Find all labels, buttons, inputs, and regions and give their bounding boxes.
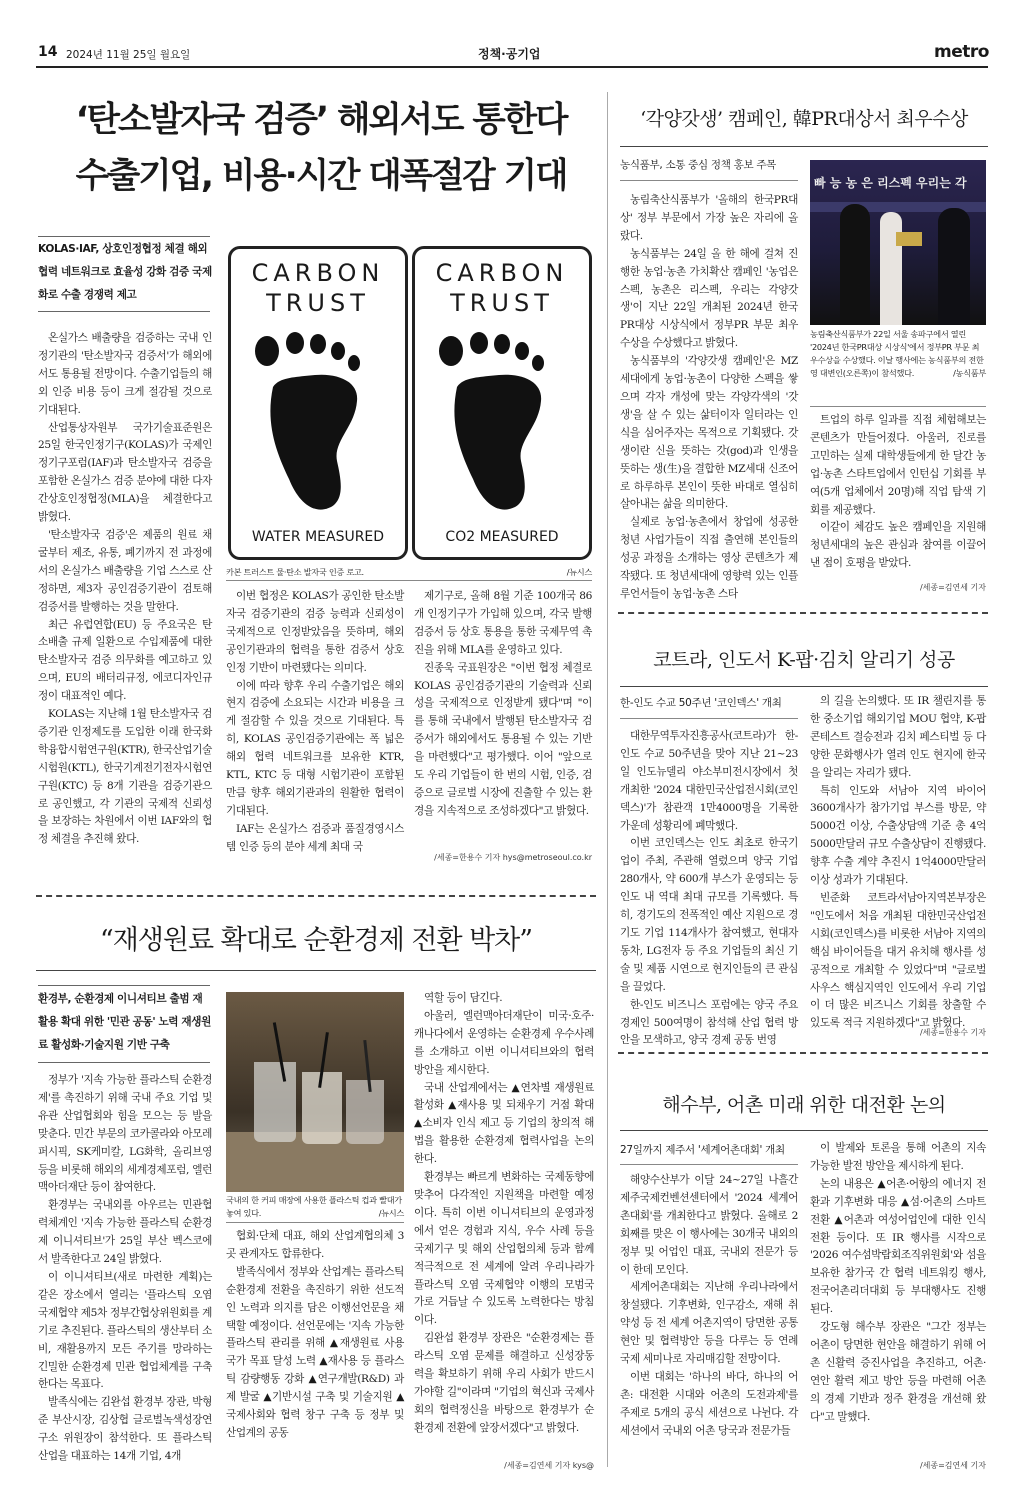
article1-subhead: KOLAS·IAF, 상호인정협정 체결 해외 협력 네트워크로 효율성 강화 검증 국제화로 수출 경쟁력 제고 bbox=[38, 243, 212, 301]
article4-column-3 bbox=[414, 990, 594, 1438]
article2-subhead: 농식품부, 소통 중심 정책 홍보 주목 bbox=[620, 159, 777, 171]
water-brand-top: CARBON bbox=[251, 259, 385, 287]
paragraph: 트업의 하루 일과를 직접 체험해보는 콘텐츠가 만들어졌다. 아울러, 진로를 고민하는 실제 대학생들에게 한 달간 농업·농촌 스타트업에서 인턴십 기회를 부여(5개 업체에서 20명)해 직업 탐색 기회를 제공했다. bbox=[810, 414, 986, 516]
paragraph: '탄소발자국 검증'은 제품의 원료 채굴부터 제조, 유통, 폐기까지 전 과정에서의 온실가스 배출량을 기업 스스로 산정하면, 제3자 공인검증기관이 검토해 검증서를 발행하는 것을 말한다. bbox=[38, 528, 212, 613]
article2-column-1 bbox=[620, 192, 798, 604]
article1-caption-rule bbox=[226, 580, 592, 581]
article2-subhead-rule bbox=[620, 180, 798, 181]
article1-subhead-rule bbox=[38, 236, 210, 237]
article3-headline-rule bbox=[620, 686, 988, 687]
paragraph: 발족식에서 정부와 산업계는 플라스틱 순환경제 전환을 촉진하기 위한 선도적인 노력과 의지를 담은 이행선언문을 채택할 예정이다. 선언문에는 '지속 가능한 플라스틱 관리를 위해 ▲재생원료 사용 국가 목표 달성 노력 ▲재사용 등 플라스틱 감량행동 강화 ▲연구개발(R&D) 과제 발굴 ▲기반시설 구축 및 기술지원 ▲국제사회와 협력 창구 구축 등 정부 및 산업계의 공동 bbox=[226, 1265, 404, 1439]
co2-label: CO2 MEASURED bbox=[445, 529, 559, 545]
article1-image bbox=[226, 246, 592, 564]
article1-caption bbox=[226, 566, 592, 579]
paragraph: 농림축산식품부가 '올해의 한국PR대상' 정부 부문에서 가장 높은 자리에 올랐다. bbox=[620, 194, 798, 242]
paragraph: 환경부는 빠르게 변화하는 국제동향에 맞추어 다각적인 지원책을 마련할 예정이다. 특히 이번 이니셔티브의 운영과정에서 얻은 경험과 지식, 우수 사례 등을 국제기구 및 해외 산업협의체 등과 함께 적극적으로 전 세계에 알려 우리나라가 플라스틱 오염 국제협약 이행의 모범국가로 거듭날 수 있도록 노력한다는 방침이다. bbox=[414, 1171, 594, 1327]
photo-person-left bbox=[840, 204, 870, 325]
paragraph: 이번 협정은 KOLAS가 공인한 탄소발자국 검증기관의 검증 능력과 신뢰성이 국제적으로 인정받았음을 뜻하며, 해외 공인기관과의 협력을 통한 검증서 상호인정 기반이 마련됐다는 의미다. bbox=[226, 590, 404, 674]
paragraph: 발족식에는 김완섭 환경부 장관, 박형준 부산시장, 김상협 글로벌녹색성장연구소 위원장이 참석한다. 또 플라스틱 산업을 대표하는 14개 기업, 4개 bbox=[38, 1396, 212, 1463]
paragraph: 산업통상자원부 국가기술표준원은 25일 한국인정기구(KOLAS)가 국제인정기구포럼(IAF)과 탄소발자국 검증을 포함한 온실가스 검증 분야에 대한 다자간상호인정협정(MLA)을 체결한다고 밝혔다. bbox=[38, 421, 212, 524]
article1-column-3 bbox=[414, 588, 592, 821]
article4-caption-text: 국내의 한 커피 매장에 사용한 플라스틱 컵과 빨대가 놓여 있다. bbox=[226, 1195, 402, 1218]
brand-logo bbox=[934, 42, 989, 62]
article1-headline-line1: ‘탄소발자국 검증’ 해외서도 통한다 bbox=[75, 100, 567, 140]
paragraph: 이같이 체감도 높은 캠페인을 지원해 청년세대의 높은 관심과 참여를 이끌어낸 점이 호평을 받았다. bbox=[810, 521, 986, 570]
article2-byline: /세종=김연세 기자 bbox=[919, 583, 986, 592]
paragraph: 세계어촌대회는 지난해 우리나라에서 창설됐다. 기후변화, 인구감소, 재해 취약성 등 전 세계 어촌지역이 당면한 공통 현안 및 협력방안 등을 다루는 등 연례 국제 세미나로 자리매김할 전망이다. bbox=[620, 1281, 798, 1366]
article5-column-2 bbox=[810, 1140, 986, 1427]
article1-caption-text: 카본 트러스트 물·탄소 발자국 인증 로고. bbox=[226, 567, 364, 577]
photo-banner-text: 빠 능 농 은 리스펙 우리는 각 bbox=[814, 176, 967, 190]
paragraph: 한-인도 비즈니스 포럼에는 양국 주요 경제인 500여명이 참석해 산업 협력 방안을 모색하고, 양국 경제 공동 번영 bbox=[620, 998, 798, 1047]
article4-photo bbox=[226, 992, 404, 1192]
article5-column-1 bbox=[620, 1172, 798, 1441]
paragraph: KOLAS는 지난해 1월 탄소발자국 검증기관 인정제도를 도입한 이래 한국화학융합시험연구원(KTR), 한국산업기술시험원(KTL), 한국기계전기전자시험연구원(KTC) 등 8개 기관을 검증기관으로 공인했고, 각 기관의 국제적 신뢰성을 보장하는 차원에서 이번 IAF와의 협정 체결을 추진해 왔다. bbox=[38, 708, 212, 846]
paragraph: 이 이니셔티브(새로 마련한 계획)는 같은 장소에서 열리는 '플라스틱 오염 국제협약 제5차 정부간협상위원회를 계기로 추진된다. 플라스틱의 생산부터 소비, 재활용까지 모든 주기를 망라하는 긴밀한 순환경제 민관 협업체계를 구축한다는 목표다. bbox=[38, 1270, 212, 1391]
article4-subhead: 환경부, 순환경제 이니셔티브 출범 재활용 확대 위한 '민관 공동' 노력 재생원료 활성화·기술지원 기반 구축 bbox=[38, 993, 211, 1051]
paragraph: 환경부는 국내외를 아우르는 민관협력체계인 '지속 가능한 플라스틱 순환경제 이니셔티브'가 25일 부산 벡스코에서 발족한다고 24일 밝혔다. bbox=[38, 1199, 212, 1266]
article3-subhead-rule bbox=[620, 718, 798, 719]
article1-headline bbox=[36, 92, 606, 204]
paragraph: 이번 대회는 '하나의 바다, 하나의 어촌: 대전환 시대와 어촌의 도전과제'를 주제로 5개의 공식 세션으로 나뉜다. 각 세션에서 국내외 어촌 당국과 전문가들 bbox=[620, 1370, 798, 1437]
paragraph: 논의 내용은 ▲어촌·어항의 에너지 전환과 기후변화 대응 ▲섬·어촌의 스마트 전환 ▲어촌과 여성어업인에 대한 인식 전환 등이다. 또 IR 행사를 시작으로 '2026 여수섬박람회조직위원회'와 섬을 보유한 참가국 간 협력 네트워킹 행사, 전국어촌리더대회 등 부대행사도 진행된다. bbox=[810, 1177, 986, 1316]
article5-headline: 해수부, 어촌 미래 위한 대전환 논의 bbox=[662, 1094, 946, 1116]
paragraph: 특히 인도와 서남아 지역 바이어 3600개사가 참가기업 부스를 방문, 약 5000건 이상, 수출상담액 기준 총 4억 5000만달러 규모 수출상담이 진행됐다. 향후 수출 계약 추진시 1억4000만달러 이상 성과가 기대된다. bbox=[810, 784, 986, 887]
article1-headline-line2: 수출기업, 비용·시간 대폭절감 기대 bbox=[75, 156, 567, 196]
right-column-divider bbox=[607, 92, 608, 1467]
article2-caption-text: 농림축산식품부가 22일 서울 송파구에서 열린 '2024년 한국PR대상 시상식'에서 정부PR 부문 최우수상을 수상했다. 이날 행사에는 농식품부의 전한영 대변인(오른쪽)이 참석했다. bbox=[810, 329, 984, 378]
footprint-icon bbox=[429, 329, 579, 519]
section-divider bbox=[36, 895, 596, 897]
article2-headline-rule bbox=[620, 146, 988, 147]
paragraph: 온실가스 배출량을 검증하는 국내 인정기관의 '탄소발자국 검증서'가 해외에서도 통용될 전망이다. 수출기업들의 해외 인증 비용 등이 크게 절감될 것으로 기대된다. bbox=[38, 332, 212, 416]
article1-byline: /세종=한용수 기자 hys@metroseoul.co.kr bbox=[434, 853, 592, 862]
article4-headline: “재생원료 확대로 순환경제 전환 박차” bbox=[99, 925, 533, 956]
paragraph: 대한무역투자진흥공사(코트라)가 한-인도 수교 50주년을 맞아 지난 21~23일 인도뉴델리 야소부미전시장에서 첫 개최한 '2024 대한민국산업전시회(코인덱스)'가 참관객 1만4000명을 기록한 가운데 성황리에 폐막했다. bbox=[620, 730, 798, 832]
article1-subhead-rule-bottom bbox=[38, 311, 210, 312]
article4-byline: /세종=김연세 기자 kys@ bbox=[504, 1461, 594, 1470]
section-name: 정책·공기업 bbox=[478, 47, 541, 61]
article4-subhead-rule bbox=[38, 985, 210, 986]
water-brand-bottom: TRUST bbox=[266, 289, 370, 317]
footprint-icon bbox=[245, 329, 395, 519]
article2-caption bbox=[810, 328, 986, 380]
article4-column-2 bbox=[226, 1228, 404, 1443]
paragraph: 제기구로, 올해 8월 기준 100개국 86개 인정기구가 가입해 있으며, 각국 발행 검증서 등 상호 통용을 통한 국제무역 촉진을 위해 MLA를 운영하고 있다. bbox=[414, 590, 592, 656]
article4-headline-rule bbox=[36, 970, 596, 971]
article1-column-1 bbox=[38, 330, 212, 849]
photo-cup bbox=[302, 1072, 342, 1144]
paragraph: 빈준화 코트라서남아지역본부장은 "인도에서 처음 개최된 대한민국산업전시회(코인덱스)를 비롯한 서남아 지역의 핵심 바이어들을 대거 유치해 행사를 성공적으로 개최할 수 있었다"며 "글로벌 사우스 핵심지역인 인도에서 우리 기업이 더 많은 비즈니스 기회를 창출할 수 있도록 적극 지원하겠다"고 밝혔다. bbox=[810, 891, 986, 1030]
article1-caption-credit: /뉴시스 bbox=[566, 567, 592, 577]
header-rule bbox=[36, 66, 988, 68]
article4-caption bbox=[226, 1194, 404, 1220]
paragraph: 실제로 농업·농촌에서 창업에 성공한 청년 사업가들이 직접 출연해 본인들의 성공 과정을 소개하는 영상 콘텐츠가 제작됐다. 또 청년세대에 영향력 있는 인플루언서들이 농업·농촌 스타 bbox=[620, 516, 798, 600]
article3-byline: /세종=한용수 기자 bbox=[919, 1028, 986, 1037]
article3-column-2 bbox=[810, 693, 986, 1033]
photo-award-plaque bbox=[896, 232, 922, 246]
brand-logo-text: metro bbox=[934, 42, 989, 62]
article4-caption-credit: /뉴시스 bbox=[378, 1208, 404, 1218]
photo-cup bbox=[254, 1062, 296, 1142]
paragraph: 국내 산업계에서는 ▲연차별 재생원료 활성화 ▲재사용 및 되채우기 거점 확대 ▲소비자 인식 제고 등 기업의 창의적 해법을 활용한 순환경제 협력사업을 논의한다. bbox=[414, 1081, 594, 1166]
article2-column-2 bbox=[810, 412, 986, 573]
paragraph: 진종욱 국표원장은 "이번 협정 체결로 KOLAS 공인검증기관의 기술력과 신뢰성을 국제적으로 인정받게 됐다"며 "이를 통해 국내에서 발행된 탄소발자국 검증서가 해외에서도 통용될 수 있는 기반을 마련했다"고 평가했다. 이어 "앞으로도 우리 기업들이 한 번의 시험, 인증, 검증으로 글로벌 시장에 진출할 수 있는 환경을 지속적으로 조성하겠다"고 밝혔다. bbox=[414, 661, 592, 817]
paragraph: 역할 등이 담긴다. bbox=[424, 992, 503, 1004]
article5-byline: /세종=김연세 기자 bbox=[919, 1461, 986, 1470]
issue-date: 2024년 11월 25일 월요일 bbox=[66, 49, 191, 61]
paragraph: 김완섭 환경부 장관은 "순환경제는 플라스틱 오염 문제를 해결하고 신성장동력을 확보하기 위해 우리 사회가 반드시 가야할 길"이라며 "기업의 혁신과 국제사회의 협력정신을 바탕으로 환경부가 순환경제 전환에 앞장서겠다"고 밝혔다. bbox=[414, 1332, 594, 1434]
carbon-trust-water-logo bbox=[228, 246, 408, 560]
paragraph: 협회·단체 대표, 해외 산업계협의체 3곳 관계자도 합류한다. bbox=[226, 1230, 404, 1260]
water-label: WATER MEASURED bbox=[251, 529, 385, 545]
paragraph: 이에 따라 향후 우리 수출기업은 해외 현지 검증에 소요되는 시간과 비용을 크게 절감할 수 있을 것으로 기대된다. 특히, KOLAS 공인검증기관에는 폭 넓은 해외 협력 네트워크를 보유한 KTR, KTL, KTC 등 대형 시험기관이 포함된 만큼 향후 해외기관과의 원활한 협력이 기대된다. bbox=[226, 679, 404, 817]
article5-subhead-rule bbox=[620, 1164, 798, 1165]
paragraph: 해양수산부가 이달 24~27일 나흘간 제주국제컨벤션센터에서 '2024 세계어촌대회'를 개최한다고 밝혔다. 올해로 2회째를 맞은 이 행사에는 30개국 내외의 정부 및 어업인 대표, 국내외 전문가 등이 한데 모인다. bbox=[620, 1174, 798, 1276]
co2-brand-bottom: TRUST bbox=[450, 289, 554, 317]
article3-column-1 bbox=[620, 728, 798, 1050]
page-number: 14 bbox=[38, 44, 58, 60]
article5-headline-rule bbox=[620, 1130, 988, 1131]
carbon-trust-co2-logo bbox=[412, 246, 592, 560]
paragraph: 강도형 해수부 장관은 "그간 정부는 어촌이 당면한 현안을 해결하기 위해 어촌 신활력 증진사업을 추진하고, 어촌·연안 활력 제고 방안 등을 마련해 어촌의 경제 기반과 정주 환경을 개선해 왔다"고 말했다. bbox=[810, 1321, 986, 1423]
paragraph: 농식품부는 24일 올 한 해에 걸쳐 진행한 농업·농촌 가치확산 캠페인 '농업은 스펙, 농촌은 리스펙, 우리는 각양갓생'이 지난 22일 개최된 2024년 한국PR대상 시상식에서 정부PR 부문 최우수상을 수상했다고 밝혔다. bbox=[620, 247, 798, 350]
photo-person-middle bbox=[880, 212, 902, 325]
paragraph: 아울러, 엘런맥아더재단이 미국·호주·캐나다에서 운영하는 순환경제 우수사례를 소개하고 이번 이니셔티브와의 협력방안을 제시한다. bbox=[414, 1009, 594, 1076]
co2-brand-top: CARBON bbox=[435, 259, 569, 287]
article2-caption-rule bbox=[810, 406, 986, 407]
paragraph: 정부가 '지속 가능한 플라스틱 순환경제'를 촉진하기 위해 국내 주요 기업 및 유관 산업협회와 힘을 모으는 등 발을 맞춘다. 민간 부문의 코카콜라와 아모레퍼시픽, SK케미칼, LG화학, 올리브영 등을 비롯해 해외의 세계경제포럼, 엘런맥아더재단 등이 참여한다. bbox=[38, 1074, 212, 1194]
article4-subhead-rule-bottom bbox=[38, 1062, 210, 1063]
article4-column-1 bbox=[38, 1072, 212, 1466]
section-divider bbox=[618, 1052, 988, 1054]
article3-subhead: 한-인도 수교 50주년 '코인덱스' 개최 bbox=[620, 697, 782, 709]
section-divider bbox=[618, 612, 988, 614]
paragraph: 의 길을 논의했다. 또 IR 챌린지를 통한 중소기업 해외기업 MOU 협약, K-팝 콘테스트 결승전과 김치 페스티벌 등 다양한 문화행사가 열려 인도 현지에 한국을 알리는 자리가 됐다. bbox=[810, 695, 986, 779]
paragraph: 이 발제와 토론을 통해 어촌의 지속 가능한 발전 방안을 제시하게 된다. bbox=[810, 1142, 986, 1172]
paragraph: IAF는 온실가스 검증과 품질경영시스템 인증 등의 분야 세계 최대 국 bbox=[226, 822, 404, 853]
paragraph: 이번 코인덱스는 인도 최초로 한국기업이 주최, 주관해 열렸으며 양국 기업 280개사, 약 600개 부스가 운영되는 등 인도 내 역대 최대 규모를 기록했다. 특히, 경기도의 전폭적인 예산 지원으로 경기도 기업 114개사가 참여했고, 현대자동차, LG전자 등 주요 기업들의 최신 기술 및 제품 시연으로 현지인들의 큰 관심을 끌었다. bbox=[620, 837, 798, 993]
article1-column-2 bbox=[226, 588, 404, 857]
article5-subhead: 27일까지 제주서 '세계어촌대회' 개최 bbox=[620, 1144, 785, 1156]
article4-caption-rule bbox=[226, 1222, 404, 1223]
photo-person-right bbox=[938, 208, 970, 325]
article3-headline: 코트라, 인도서 K-팝·김치 알리기 성공 bbox=[653, 649, 955, 671]
article2-photo bbox=[810, 160, 986, 325]
article2-headline: ‘각양갓생’ 캠페인, 韓PR대상서 최우수상 bbox=[640, 108, 968, 130]
paragraph: 농식품부의 '각양갓생 캠페인'은 MZ세대에게 농업·농촌이 다양한 스펙을 쌓으며 각자 개성에 맞는 각양각색의 '갓생'을 살 수 있는 삶터이자 일터라는 인식을 심어주자는 목적으로 기획됐다. 갓생이란 신을 뜻하는 갓(god)과 인생을 뜻하는 생(生)을 결합한 MZ세대 신조어로 하루하루 본인이 뜻한 바대로 열심히 살아내는 삶을 의미한다. bbox=[620, 355, 798, 511]
photo-cup bbox=[346, 1080, 384, 1144]
article2-caption-credit: /농식품부 bbox=[953, 368, 986, 378]
paragraph: 최근 유럽연합(EU) 등 주요국은 탄소배출 규제 일환으로 수입제품에 대한 탄소발자국 검증 의무화를 예고하고 있으며, EU의 배터리규정, 에코디자인규정이 대표적인 예다. bbox=[38, 618, 212, 703]
